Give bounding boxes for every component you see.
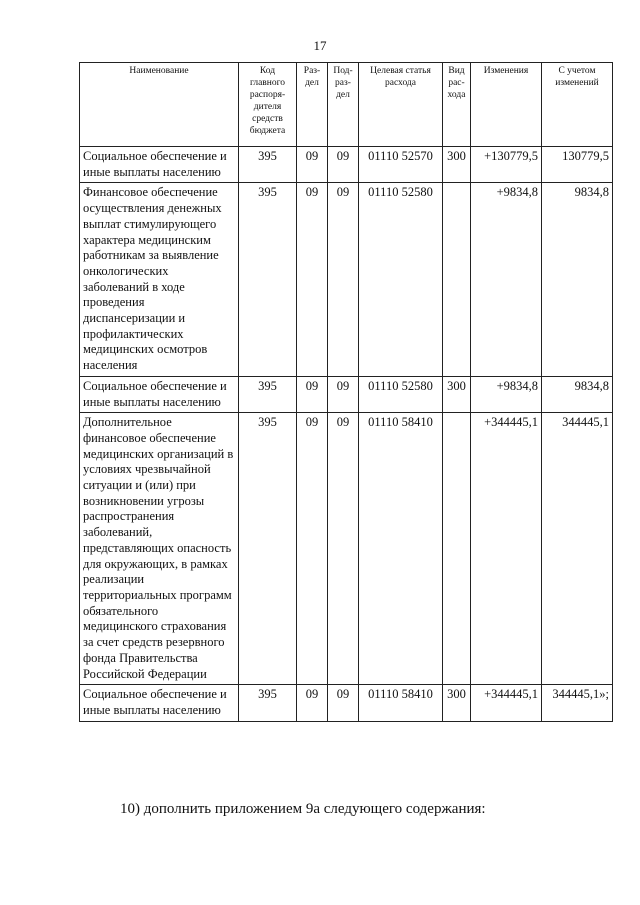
header-name: Наименование: [80, 63, 239, 147]
header-with-changes: С учетом изменений: [542, 63, 613, 147]
cell-subsection: 09: [328, 183, 359, 376]
cell-with-changes: 344445,1»;: [542, 685, 613, 721]
cell-target: 01110 52580: [359, 376, 443, 412]
cell-target: 01110 58410: [359, 413, 443, 685]
table-row: [80, 376, 613, 412]
cell-section: 09: [297, 147, 328, 183]
header-subsection: Под-раз-дел: [328, 63, 359, 147]
cell-code: 395: [239, 147, 297, 183]
cell-code: 395: [239, 413, 297, 685]
cell-code: 395: [239, 685, 297, 721]
cell-with-changes: 9834,8: [542, 376, 613, 412]
header-target: Целевая статья расхода: [359, 63, 443, 147]
header-section: Раз-дел: [297, 63, 328, 147]
header-code: Код главного распоря-дителя средств бюджета: [239, 63, 297, 147]
header-changes: Изменения: [471, 63, 542, 147]
cell-type: 300: [443, 147, 471, 183]
cell-subsection: 09: [328, 413, 359, 685]
cell-subsection: 09: [328, 376, 359, 412]
cell-section: 09: [297, 376, 328, 412]
cell-subsection: 09: [328, 147, 359, 183]
cell-type: [443, 183, 471, 376]
cell-changes: +344445,1: [471, 413, 542, 685]
header-type: Вид рас-хода: [443, 63, 471, 147]
cell-name: Дополнительное финансовое обеспечение медицинских организаций в условиях чрезвычайной ситуации и (или) при возникновении угрозы распространения заболеваний, представляющих опасность для окружающих, в рамках реализации территориальных программ обязательного медицинского страхования за счет средств резервного фонда Правительства Российской Федерации: [80, 413, 239, 685]
cell-target: 01110 52580: [359, 183, 443, 376]
cell-code: 395: [239, 183, 297, 376]
budget-table: [79, 62, 613, 722]
cell-changes: +344445,1: [471, 685, 542, 721]
table-row: [80, 183, 613, 376]
cell-type: 300: [443, 376, 471, 412]
cell-section: 09: [297, 413, 328, 685]
cell-changes: +130779,5: [471, 147, 542, 183]
cell-target: 01110 58410: [359, 685, 443, 721]
cell-type: 300: [443, 685, 471, 721]
cell-with-changes: 9834,8: [542, 183, 613, 376]
cell-code: 395: [239, 376, 297, 412]
cell-subsection: 09: [328, 685, 359, 721]
table-row: [80, 685, 613, 721]
table-row: [80, 147, 613, 183]
cell-name: Социальное обеспечение и иные выплаты населению: [80, 376, 239, 412]
cell-with-changes: 130779,5: [542, 147, 613, 183]
cell-changes: +9834,8: [471, 376, 542, 412]
cell-name: Финансовое обеспечение осуществления денежных выплат стимулирующего характера медицинским работникам за выявление онкологических заболеваний в ходе проведения диспансеризации и профилактических медицинских осмотров населения: [80, 183, 239, 376]
cell-target: 01110 52570: [359, 147, 443, 183]
cell-type: [443, 413, 471, 685]
cell-name: Социальное обеспечение и иные выплаты населению: [80, 147, 239, 183]
page-number: 17: [313, 38, 327, 53]
table-header-row: [80, 63, 613, 147]
cell-section: 09: [297, 183, 328, 376]
table-row: [80, 413, 613, 685]
cell-section: 09: [297, 685, 328, 721]
cell-changes: +9834,8: [471, 183, 542, 376]
cell-with-changes: 344445,1: [542, 413, 613, 685]
closing-paragraph: 10) дополнить приложением 9а следующего содержания:: [120, 801, 486, 817]
cell-name: Социальное обеспечение и иные выплаты населению: [80, 685, 239, 721]
